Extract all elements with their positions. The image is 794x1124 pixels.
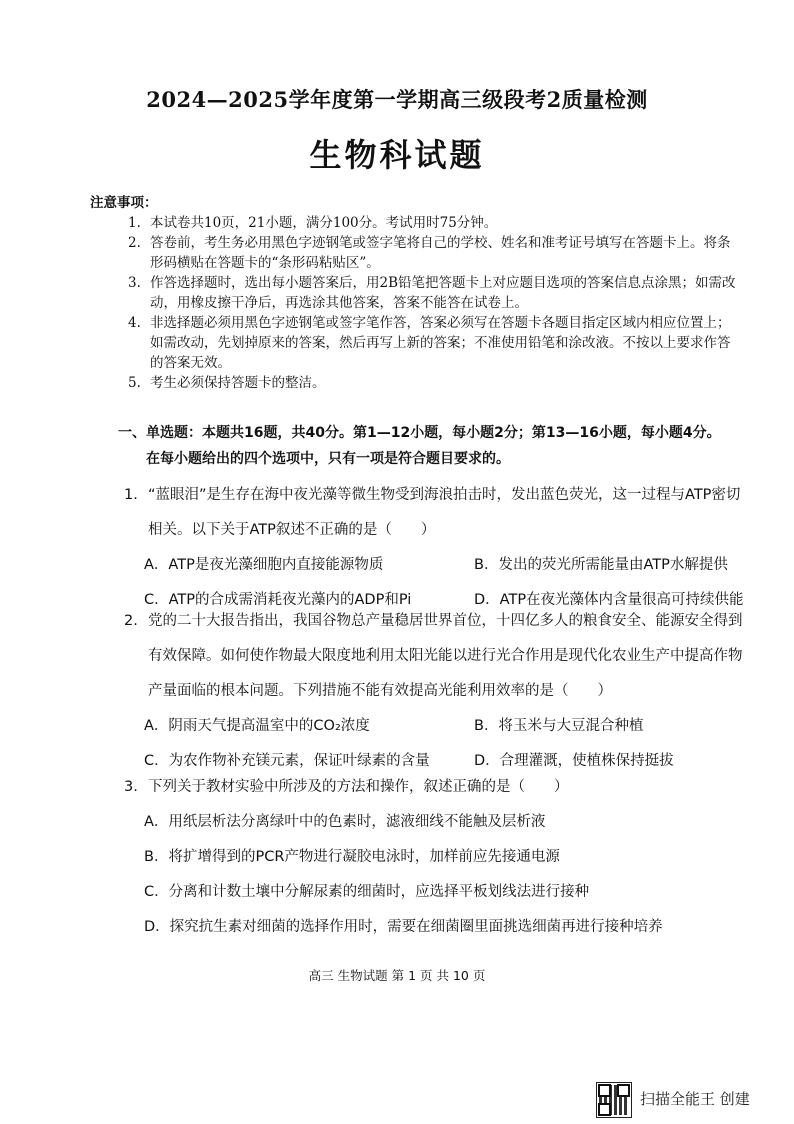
page-footer: 高三 生物试题 第 1 页 共 10 页 [308,968,486,983]
notice-item-text: 考生必须保持答题卡的整洁。 [150,375,326,391]
subject-title: 生物科试题 [309,136,485,174]
notice-item-number: 2. [128,235,141,251]
question-options [124,805,744,945]
question-1 [124,478,744,618]
question-options [124,709,744,779]
notice-item-text: 非选择题必须用黑色字迹钢笔或签字笔作答，答案必须写在答题卡各题目指定区域内相应位置上；如需改动，先划掉原来的答案，然后再写上新的答案；不准使用铅笔和涂改液。不按以上要求作答的答案无效。 [150,315,731,371]
notice-item [118,273,738,313]
notice-item-number: 3. [128,275,141,291]
notice-item-text: 本试卷共10页，21小题，满分100分。考试用时75分钟。 [150,215,498,231]
question-number: 3. [124,779,138,795]
section-line-1: 一、单选题：本题共16题，共40分。第1—12小题，每小题2分；第13—16小题，每小题4分。 [118,425,721,441]
question-text: 下列关于教材实验中所涉及的方法和操作，叙述正确的是（ ） [148,779,569,795]
question-2 [124,604,744,779]
option-b: B．发出的荧光所需能量由ATP水解提供 [474,557,728,573]
section-line-2: 在每小题给出的四个选项中，只有一项是符合题目要求的。 [146,451,510,467]
question-number: 1. [124,487,138,503]
notice-title: 注意事项： [90,195,158,211]
question-text: “蓝眼泪”是生存在海中夜光藻等微生物受到海浪拍击时，发出蓝色荧光，这一过程与ATP密切相关。以下关于ATP叙述不正确的是（ ） [148,487,741,538]
scanner-watermark: 扫描全能王 创建 [640,1090,750,1108]
option-c: C．为农作物补充镁元素，保证叶绿素的含量 [144,753,430,769]
section-heading [118,420,768,472]
question-stem [124,478,744,548]
option-c: C．分离和计数土壤中分解尿素的细菌时，应选择平板划线法进行接种 [144,884,590,900]
notice-item-number: 5. [128,375,141,391]
notice-item-text: 答卷前，考生务必用黑色字迹钢笔或签字笔将自己的学校、姓名和准考证号填写在答题卡上。将条形码横贴在答题卡的“条形码粘贴区”。 [150,235,731,271]
question-text: 党的二十大报告指出，我国谷物总产量稳居世界首位，十四亿多人的粮食安全、能源安全得到有效保障。如何使作物最大限度地利用太阳光能以进行光合作用是现代化农业生产中提高作物产量面临的根本问题。下列措施不能有效提高光能利用效率的是（ ） [148,613,743,699]
option-b: B．将扩增得到的PCR产物进行凝胶电泳时，加样前应先接通电源 [144,849,560,865]
exam-title: 2024—2025学年度第一学期高三级段考2质量检测 [146,87,648,112]
option-a: A．用纸层析法分离绿叶中的色素时，滤液细线不能触及层析液 [144,814,546,830]
option-d: D．合理灌溉，使植株保持挺拔 [474,753,674,769]
notice-item [118,233,738,273]
notice-item [118,373,738,393]
option-b: B．将玉米与大豆混合种植 [474,718,644,734]
notice-item [118,213,738,233]
option-d: D．探究抗生素对细菌的选择作用时，需要在细菌圈里面挑选细菌再进行接种培养 [144,919,663,935]
notice-item [118,313,738,373]
option-d: D．ATP在夜光藻体内含量很高可持续供能 [474,592,744,608]
qr-code-icon [596,1082,632,1118]
option-a: A．ATP是夜光藻细胞内直接能源物质 [144,557,384,573]
notice-item-text: 作答选择题时，选出每小题答案后，用2B铅笔把答题卡上对应题目选项的答案信息点涂黑；如需改动，用橡皮擦干净后，再选涂其他答案，答案不能答在试卷上。 [150,275,736,311]
question-stem [124,770,744,805]
option-c: C．ATP的合成需消耗夜光藻内的ADP和Pi [144,592,412,608]
notice-block [90,193,738,393]
notice-item-number: 4. [128,315,141,331]
question-stem [124,604,744,709]
question-3 [124,770,744,945]
notice-item-number: 1. [128,215,141,231]
question-number: 2. [124,613,138,629]
option-a: A．阴雨天气提高温室中的CO₂浓度 [144,718,370,734]
